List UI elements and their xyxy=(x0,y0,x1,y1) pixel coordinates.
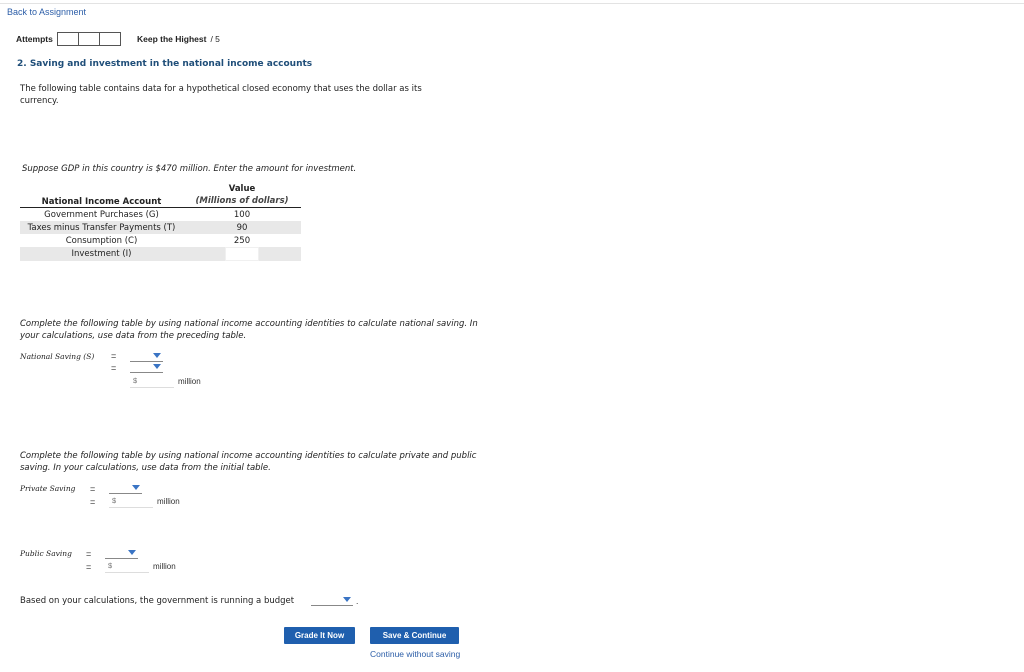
table-row xyxy=(20,234,301,247)
attempts-label: Attempts xyxy=(16,34,53,44)
national-income-table xyxy=(20,183,301,261)
question-intro: The following table contains data for a hypothetical closed economy that uses the dollar as its currency. xyxy=(20,84,422,106)
table-row xyxy=(20,221,301,234)
public-saving-label: Public Saving xyxy=(20,549,72,558)
caret-down-icon xyxy=(128,550,136,555)
national-saving-input[interactable] xyxy=(130,374,174,388)
attempt-box xyxy=(99,32,121,46)
back-to-assignment-link[interactable]: Back to Assignment xyxy=(7,7,87,17)
continue-without-saving-link[interactable]: Continue without saving xyxy=(370,649,461,659)
attempt-box xyxy=(78,32,100,46)
col-header-account: National Income Account xyxy=(20,183,183,208)
investment-input[interactable] xyxy=(225,247,259,261)
caret-down-icon xyxy=(132,485,140,490)
private-saving-input[interactable] xyxy=(109,494,153,508)
private-public-instructions: Complete the following table by using national income accounting identities to calculate private and public saving. In your calculations, use data from the initial table. xyxy=(20,451,477,473)
unit-label: million xyxy=(157,497,180,506)
private-saving-label: Private Saving xyxy=(20,484,76,493)
equals-sign: = xyxy=(111,351,117,361)
row-label: Government Purchases (G) xyxy=(44,209,159,220)
table-row xyxy=(20,247,301,261)
row-value: 250 xyxy=(233,235,251,246)
dollar-sign: $ xyxy=(108,561,113,570)
equals-sign: = xyxy=(86,549,92,559)
unit-label: million xyxy=(153,562,176,571)
keep-highest xyxy=(137,34,220,44)
equals-sign: = xyxy=(111,363,117,373)
equals-sign: = xyxy=(90,484,96,494)
attempt-box xyxy=(57,32,79,46)
national-saving-formula-dropdown-2[interactable] xyxy=(130,361,163,373)
unit-label: million xyxy=(178,377,201,386)
dollar-sign: $ xyxy=(133,376,138,385)
row-value: 90 xyxy=(183,221,301,234)
attempt-boxes xyxy=(57,32,120,46)
row-label: Investment (I) xyxy=(20,247,183,261)
public-saving-formula-dropdown[interactable] xyxy=(105,547,138,559)
budget-sentence: Based on your calculations, the government is running a budget xyxy=(20,596,295,606)
col-header-unit: (Millions of dollars) xyxy=(183,195,301,208)
gdp-prompt: Suppose GDP in this country is $470 million. Enter the amount for investment. xyxy=(22,164,357,174)
question-title: 2. Saving and investment in the national income accounts xyxy=(17,59,313,69)
row-label: Taxes minus Transfer Payments (T) xyxy=(20,221,183,234)
row-value: 100 xyxy=(233,209,251,220)
national-saving-label: National Saving (S) xyxy=(20,352,95,361)
dollar-sign: $ xyxy=(112,496,117,505)
equals-sign: = xyxy=(86,562,92,572)
table-row xyxy=(20,208,301,222)
national-saving-instructions: Complete the following table by using national income accounting identities to calculate national saving. In your calculations, use data from the preceding table. xyxy=(20,319,478,341)
caret-down-icon xyxy=(153,364,161,369)
private-saving-formula-dropdown[interactable] xyxy=(109,482,142,494)
equals-sign: = xyxy=(90,497,96,507)
public-saving-input[interactable] xyxy=(105,559,149,573)
grade-it-now-button[interactable]: Grade It Now xyxy=(284,627,355,644)
row-label: Consumption (C) xyxy=(65,235,138,246)
budget-dropdown[interactable] xyxy=(311,594,353,606)
save-continue-button[interactable]: Save & Continue xyxy=(370,627,459,644)
top-divider xyxy=(0,3,1024,4)
keep-score: / 5 xyxy=(210,34,220,44)
caret-down-icon xyxy=(153,353,161,358)
caret-down-icon xyxy=(343,597,351,602)
keep-highest-label: Keep the Highest xyxy=(137,34,207,44)
investment-cell xyxy=(183,247,301,261)
col-header-value: Value xyxy=(228,184,256,194)
budget-period: . xyxy=(356,596,359,606)
